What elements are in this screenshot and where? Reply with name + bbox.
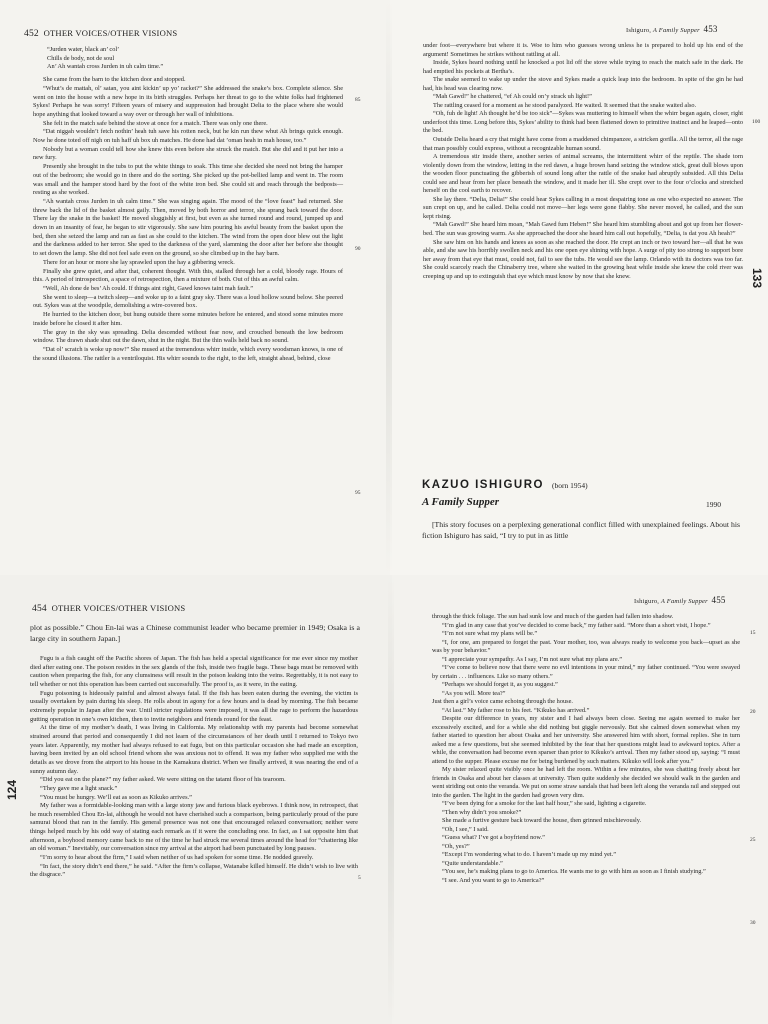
- header-story: A Family Supper: [660, 598, 708, 605]
- paragraph: “I appreciate your sympathy. As I say, I’m not sure what my plans are.”: [442, 655, 622, 663]
- margin-page-number: 124: [5, 780, 19, 801]
- paragraph: “I, for one, am prepared to forget the past. Your mother, too, was always ready to welcome you back—upset as she was by your behavior.”: [432, 638, 740, 654]
- story-intro: [422, 520, 740, 541]
- spine-shadow: [388, 575, 394, 1024]
- paragraph: She lay there. “Delia, Delia!” She could hear Sykes calling in a most despairing tone as one who expected no answer. The sun crept on up, and he called. Delia could not move—her legs were gone flabby. She never moved, he called, and the sun kept rising.: [423, 195, 743, 220]
- author-heading: [422, 479, 588, 491]
- line-number: 15: [750, 630, 756, 636]
- page-453: [390, 0, 768, 575]
- paragraph: She came from the barn to the kitchen door and stopped.: [43, 76, 186, 84]
- line-number: 5: [358, 875, 361, 881]
- paragraph: “Dat ol’ scratch is woke up now!” She mused at the tremendous whirr inside, which every woodsman knows, is one of the sound illusions. The rattler is a ventriloquist. His whirr sounds to the right, to the left, straight ahead, behind, close: [33, 345, 343, 362]
- paragraph: A tremendous stir inside there, another series of animal screams, the intermittent whirr of the reptile. The shade torn violently down from the window, letting in the red dawn, a huge brown hand seizing the window stick, great dull blows upon the wooden floor punctuating the gibberish of sound long after the rattle of the snake had abruptly subsided. All this Delia could see and hear from her place beneath the window, and it made her ill. She crept over to the four o’clocks and stretched herself on the cool earth to recover.: [423, 153, 743, 195]
- page-number: 454: [32, 604, 47, 614]
- paragraph: Fugu is a fish caught off the Pacific shores of Japan. The fish has held a special significance for me ever since my mother died after eating one. The poison resides in the sex glands of the fish, inside two fragile bags. These bags must be removed with caution when preparing the fish, for any clumsiness will result in the poison leaking into the veins. Regrettably, it is not easy to tell whether or not this operation has been carried out successfully. The proof is, as it were, in the eating.: [30, 655, 358, 688]
- intro-text: [This story focuses on a perplexing generational conflict filled with unexplained feelings. About his fiction Ishiguro has said, “I try to put in as little: [422, 520, 740, 540]
- paragraph: My father was a formidable-looking man with a large stony jaw and furious black eyebrows. I think now, in retrospect, that he much resembled Chou En-lai, although he would not have cherished such a comparison, being particularly proud of the pure samurai blood that ran in the family. His general presence was not one that encouraged relaxed conversation; neither were things helped much by his odd way of stating each remark as if it were the concluding one. In fact, as I sat opposite him that afternoon, a boyhood memory came back to me of the time he had struck me several times around the head for “chattering like an old woman.” Inevitably, our conversation since my arrival at the airport had been punctuated by long pauses.: [30, 802, 358, 853]
- paragraph: “Ah wantah cross Jurden in uh calm time.” She was singing again. The mood of the “love feast” had returned. She threw back the lid of the basket almost gaily. Then, moved by both horror and terror, she sprang back toward the door. There lay the snake in the basket! He moved sluggishly at first, but even as she turned round and round, jumped up and down in an insanity of fear, he began to stir vigorously. She saw him pouring his awful beauty from the basket upon the bed, then she seized the lamp and ran as fast as she could to the kitchen. The wind from the open door blew out the light and the darkness added to her terror. She sped to the darkness of the yard, slamming the door after her before she thought to set down the lamp. She did not feel safe even on the ground, so she climbed up in the hay barn.: [33, 197, 343, 258]
- body-text: [33, 46, 343, 363]
- story-year: 1990: [706, 500, 721, 509]
- header-story: A Family Supper: [652, 27, 700, 34]
- running-title: OTHER VOICES/OTHER VISIONS: [51, 603, 186, 613]
- paragraph: The gray in the sky was spreading. Delia descended without fear now, and crouched beneath the low bedroom window. The drawn shade shut out the dawn, shut in the night. But the thin walls held back no sound.: [33, 328, 343, 345]
- body-text: [423, 42, 743, 281]
- paragraph: “In fact, the story didn’t end there,” he said. “After the firm’s collapse, Watanabe killed himself. He didn’t wish to live with the disgrace.”: [30, 862, 358, 879]
- paragraph: She went to sleep—a twitch sleep—and woke up to a faint gray sky. There was a loud hollow sound below. She peered out. Sykes was at the woodpile, demolishing a wire-covered box.: [33, 293, 343, 310]
- paragraph: Just then a girl’s voice came echoing through the house.: [432, 698, 573, 705]
- intro-continued: [30, 623, 360, 644]
- line-number: 90: [355, 246, 361, 252]
- paragraph: There for an hour or more she lay sprawled upon the hay a gibbering wreck.: [43, 258, 235, 266]
- paragraph: “I’ve been dying for a smoke for the last half hour,” she said, lighting a cigarette.: [442, 800, 647, 807]
- paragraph: “As you will. More tea?”: [442, 689, 506, 697]
- header-author: Ishiguro: [626, 27, 650, 34]
- paragraph: “Did you eat on the plane?” my father asked. We were sitting on the tatami floor of his tearoom.: [40, 776, 286, 784]
- paragraph: She felt in the match safe behind the stove at once for a match. There was only one there.: [43, 119, 268, 127]
- line-number: 95: [355, 490, 361, 496]
- paragraph: “Mah Gawd!” She heard him moan, “Mah Gawd fum Heben!” She heard him stumbling about and got up from her flower-bed. The sun was growing warm. As she approached the door she heard him call out hopefully, “Delia, is dat you Ah heah?”: [423, 221, 743, 238]
- spine-shadow: [386, 0, 392, 575]
- paragraph: “Quite understandable.”: [442, 859, 503, 867]
- paragraph: “Oh, yes?”: [442, 842, 470, 850]
- paragraph: “I’m not sure what my plans will be.”: [442, 630, 538, 637]
- paragraph: “At last.” My father rose to his feet. “Kikuko has arrived.”: [442, 706, 590, 714]
- paragraph: He hurried to the kitchen door, but hung outside there some minutes before he entered, and stood some minutes more inside before he closed it after him.: [33, 311, 343, 327]
- running-header: Ishiguro, A Family Supper 455: [634, 595, 726, 605]
- body-text: [30, 655, 358, 880]
- paragraph: Nobody but a woman could tell how she knew this even before she struck the match. But she did and it put her into a new fury.: [33, 145, 343, 162]
- paragraph: “Whut’s de mattah, ol’ satan, you aint kickin’ up yo’ racket?” She addressed the snake’s box. Complete silence. She went on into the house with a new hope in its birth struggles. Perhaps her threat to go to the white folks had frightened Sykes! Perhaps he was sorry! Fifteen years of misery and suppression had brought Delia to the place where she would hope anything that looked toward a way over or through her wall of inhibitions.: [33, 84, 343, 118]
- line-number: 30: [750, 920, 756, 926]
- paragraph: At the time of my mother’s death, I was living in California. My relationship with my parents had become somewhat strained around that period and consequently I did not learn of the circumstances of her death until I returned to Tokyo two years later. Apparently, my mother had always refused to eat fugu, but on this particular occasion she had made an exception, having been invited by an old school friend whom she was anxious not to offend. It was my father who supplied me with the details as we drove from the airport to his house in the Kamakura district. When we finally arrived, it was nearing the end of a sunny autumn day.: [30, 724, 358, 775]
- running-header: [32, 603, 185, 614]
- paragraph: My sister relaxed quite visibly once he had left the room. Within a few minutes, she was chatting freely about her friends in Osaka and about her classes at university. Then quite suddenly she decided we should walk in the garden and went striding out onto the veranda. We put on some straw sandals that had been left along the veranda rail and stepped out into the garden. The light in the garden had grown very dim.: [432, 766, 740, 799]
- line-number: 20: [750, 709, 756, 715]
- paragraph: “Except I’m wondering what to do. I haven’t made up my mind yet.”: [442, 851, 617, 858]
- paragraph: “I’m sorry to hear about the firm,” I said when neither of us had spoken for some time. He nodded gravely.: [40, 854, 314, 862]
- paragraph: “I see. And you want to go to America?”: [442, 876, 545, 884]
- paragraph: Outside Delia heard a cry that might have come from a maddened chimpanzee, a stricken gorilla. All the terror, all the rage that man possibly could express, without a recognizable human sound.: [423, 136, 743, 152]
- running-title: OTHER VOICES/OTHER VISIONS: [43, 28, 178, 38]
- paragraph: She saw him on his hands and knees as soon as she reached the door. He crept an inch or two toward her—all that he was able, and she saw his horribly swollen neck and his one open eye shining with hope. A surge of pity too strong to support bore her away from that eye that must, could not, fail to see the tubs. He would see the lamp. Orlando with its doctors was too far. She could scarcely reach the Chinaberry tree, where she waited in the growing heat while inside she knew the cold river was creeping up and up to extinguish that eye which must know by now that she knew.: [423, 238, 743, 280]
- paragraph: Fugu poisoning is hideously painful and almost always fatal. If the fish has been eaten during the evening, the victim is usually overtaken by pain during his sleep. He rolls about in agony for a few hours and is dead by morning. The fish became extremely popular in Japan after the war. Until stricter regulations were imposed, it was all the rage to perform the hazardous gutting operation in one’s own kitchen, then to invite neighbors and friends round for the feast.: [30, 689, 358, 723]
- paragraph: “You see, he’s making plans to go to America. He wants me to go with him as soon as I finish studying.”: [442, 868, 706, 875]
- paragraph: “Guess what? I’ve got a boyfriend now.”: [442, 834, 545, 841]
- paragraph: Finally she grew quiet, and after that, coherent thought. With this, stalked through her a cold, bloody rage. Hours of this. A period of introspection, a space of retrospection, then a mixture of both. Out of this an awful calm.: [33, 267, 343, 284]
- line-number: 85: [355, 97, 361, 103]
- paragraph: An’ Ah wantah cross Jurden in uh calm time.”: [47, 63, 164, 71]
- paragraph: “Perhaps we should forget it, as you suggest.”: [442, 681, 558, 688]
- paragraph: Presently she brought in the tubs to put the white things to soak. This time she decided she need not bring the hamper out of the bedroom; she would go in there and do the sorting. She picked up the pot-bellied lamp and went in. The room was small and the hamper stood hard by the foot of the white iron bed. She could sit and reach through the bedposts—resting as she worked.: [33, 163, 343, 197]
- line-number: 25: [750, 837, 756, 843]
- paragraph: “I’ve come to believe now that there were no evil intentions in your mind,” my father continued. “You were swayed by certain . . . influences. Like so many others.”: [432, 664, 740, 680]
- paragraph: “I’m glad in any case that you’ve decided to come back,” my father said. “More than a short visit, I hope.”: [442, 621, 711, 629]
- author-name: KAZUO ISHIGURO: [422, 479, 544, 491]
- margin-page-number: 133: [750, 268, 764, 289]
- paragraph: “Oh, fuh de light! Ah thought he’d be too sick”—Sykes was muttering to himself when the whirr began again, closer, right underfoot this time. Long before this, Sykes’ ability to think had been flattened down to primitive instinct and he leaped—onto the bed.: [423, 110, 743, 135]
- paragraph: “You must be hungry. We’ll eat as soon as Kikuko arrives.”: [40, 793, 193, 801]
- line-number: 100: [752, 119, 761, 125]
- paragraph: “They gave me a light snack.”: [40, 784, 118, 792]
- paragraph: “Oh, I see,” I said.: [442, 825, 489, 833]
- author-born: (born 1954): [551, 481, 588, 490]
- page-454: [0, 575, 392, 1024]
- running-header: Ishiguro, A Family Supper 453: [626, 24, 718, 34]
- paragraph: Chills de body, not de soul: [47, 54, 115, 62]
- page-number: 455: [711, 595, 726, 605]
- running-header: [24, 28, 177, 39]
- paragraph: under foot—everywhere but where it is. Woe to him who guesses wrong unless he is prepared to hold up his end of the argument! Sometimes he strikes without rattling at all.: [423, 42, 743, 58]
- page-number: 453: [703, 24, 718, 34]
- page-452: [0, 0, 390, 575]
- paragraph: “Well, Ah done de bes’ Ah could. If things aint right, Gawd knows taint mah fault.”: [43, 284, 254, 292]
- paragraph: She made a furtive gesture back toward the house, then grinned mischievously.: [442, 817, 642, 824]
- story-title: A Family Supper: [422, 496, 500, 508]
- paragraph: “Mah Gawd!” he chattered, “ef Ah could on’y strack uh light!”: [433, 93, 592, 101]
- paragraph: Despite our difference in years, my sister and I had always been close. Seeing me again seemed to make her excessively excited, and for a while she did nothing but giggle nervously. But she calmed down somewhat when my father started to question her about Osaka and her university. She answered him with short, formal replies. She in turn asked me a few questions, but she seemed inhibited by the fear that her questions might lead to awkward topics. After a while, the conversation had become even sparser than prior to Kikuko’s arrival. Then my father stood up, saying: “I must attend to the supper. Please excuse me for being burdened by such matters. Kikuko will look after you.”: [432, 715, 740, 765]
- paragraph: The rattling ceased for a moment as he stood paralyzed. He waited. It seemed that the snake waited also.: [433, 101, 697, 109]
- body-text: [432, 613, 740, 885]
- paragraph: “Dat niggah wouldn’t fetch nothin’ heah tuh save his rotten neck, but he kin run thew whut Ah brings quick enough. Now he done toted off nigh on tuh haff uh box uh matches. He done had dat ’oman heah in mah house, too.”: [33, 128, 343, 145]
- intro-text: plot as possible.” Chou En-lai was a Chinese communist leader who became premier in 1949; Osaka is a large city in southern Japan.]: [30, 623, 360, 643]
- page-number: 452: [24, 29, 39, 39]
- page-455: [392, 575, 768, 1024]
- paragraph: Inside, Sykes heard nothing until he knocked a pot lid off the stove while trying to reach the match safe in the dark. He had emptied his pockets at Bertha’s.: [423, 59, 743, 75]
- paragraph: “Then why didn’t you smoke?”: [442, 808, 522, 816]
- paragraph: “Jurden water, black an’ col’: [47, 46, 120, 53]
- header-author: Ishiguro: [634, 598, 658, 605]
- paragraph: through the thick foliage. The sun had sunk low and much of the garden had fallen into shadow.: [432, 613, 674, 620]
- paragraph: The snake seemed to wake up under the stove and Sykes made a quick leap into the bedroom. In spite of the gin he had had, his head was clearing now.: [423, 76, 743, 92]
